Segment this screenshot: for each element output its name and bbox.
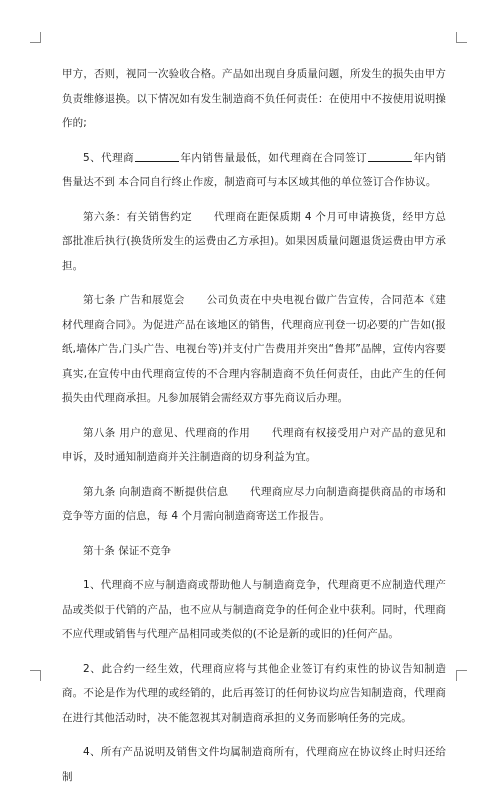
paragraph-text: 4、所有产品说明及销售文件均属制造商所有，代理商应在协议终止时归还给制 (62, 746, 446, 783)
paragraph-text: 年内销售量达不到 本合同自行终止作废，制造商可与本区域其他的单位签订合作协议。 (62, 151, 446, 188)
paragraph-text: 第七条 广告和展览会 公司负责在中央电视台做广告宣传，合同范本《建材代理商合同》。为促进产品在该地区的销售，代理商应刊登一切必要的广告如(报纸,墙体广告,门头广告、电视台等)并支付广告费用并突出“鲁邦”品牌，宣传内容要真实,在宣传中由代理商宣传的不合理内容制造商不负任何责任，由此产生的任何损失由代理商承担。凡参加展销会需经双方事先商议后办理。 (62, 294, 446, 404)
paragraph-sales-volume (62, 146, 446, 195)
paragraph-text: 第十条 保证不竞争 (83, 544, 172, 557)
paragraph-text: 第六条：有关销售约定 代理商在距保质期 4 个月可申请换货，经甲方总部批准后执行(换货所发生的运费由乙方承担)。如果因质量问题退货运费由甲方承担。 (62, 210, 446, 272)
paragraph-text: 年内销售量最低，如代理商在合同签订 (180, 151, 368, 164)
corner-mark-top-right (456, 32, 467, 43)
paragraph-text: 第九条 向制造商不断提供信息 代理商应尽力向制造商提供商品的市场和竞争等方面的信息，每 4 个月需向制造商寄送工作报告。 (62, 485, 446, 522)
corner-mark-bottom-right (456, 670, 467, 681)
paragraph-text: 5、代理商 (83, 151, 135, 164)
paragraph-clause-4 (62, 740, 446, 789)
corner-mark-top-left (30, 32, 41, 43)
paragraph-clause-2 (62, 657, 446, 731)
paragraph-text: 1、代理商不应与制造商或帮助他人与制造商竞争，代理商更不应制造代理产品或类似于代销的产品，也不应从与制造商竞争的任何企业中获利。同时，代理商不应代理或销售与代理产品相同或类似的(不论是新的或旧的)任何产品。 (62, 579, 446, 640)
paragraph-article-10-heading (62, 539, 446, 564)
paragraph-article-8 (62, 421, 446, 470)
paragraph-continuation (62, 62, 446, 136)
paragraph-text: 甲方，否则，视同一次验收合格。产品如出现自身质量问题，所发生的损失由甲方负责维修退换。以下情况如有发生制造商不负任何责任：在使用中不按使用说明操作的; (62, 68, 446, 129)
paragraph-article-9 (62, 480, 446, 529)
fill-in-blank (135, 149, 179, 162)
paragraph-text: 第八条 用户的意见、代理商的作用 代理商有权接受用户对产品的意见和申诉，及时通知制造商并关注制造商的切身利益为宜。 (62, 426, 446, 463)
paragraph-article-7 (62, 288, 446, 411)
fill-in-blank (368, 149, 412, 162)
paragraph-article-6 (62, 205, 446, 279)
paragraph-clause-1 (62, 573, 446, 647)
corner-mark-bottom-left (30, 670, 41, 681)
document-body (62, 62, 446, 799)
paragraph-text: 2、此合约一经生效，代理商应将与其他企业签订有约束性的协议告知制造商。不论是作为代理的或经销的，此后再签订的任何协议均应告知制造商，代理商在进行其他活动时，决不能忽视其对制造商承担的义务而影响任务的完成。 (62, 662, 446, 724)
